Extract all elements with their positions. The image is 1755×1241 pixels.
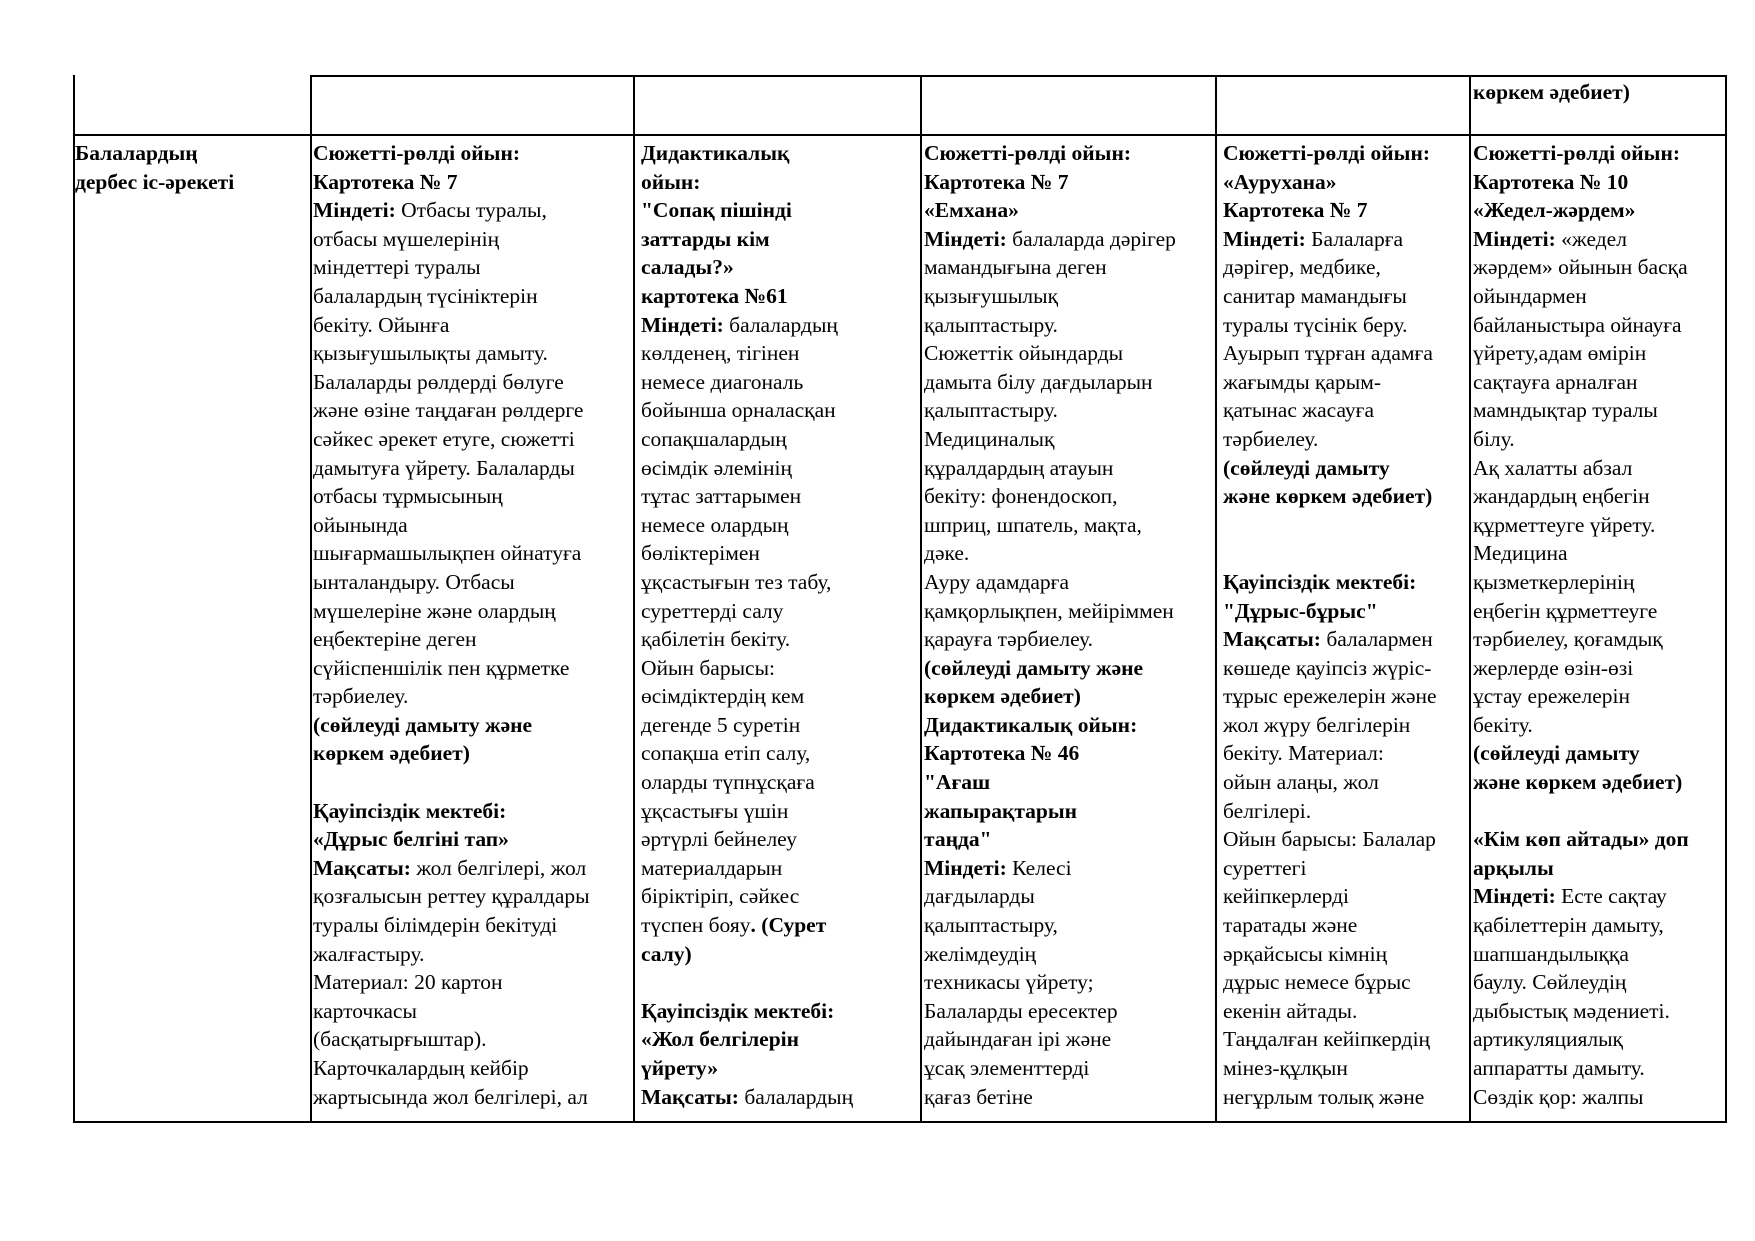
text-line: таңда" — [924, 827, 992, 852]
text-line: Сюжеттік ойындарды — [924, 341, 1124, 366]
text-line: ойын алаңы, жол — [1223, 770, 1379, 795]
text-line: Медициналық — [924, 426, 1055, 451]
text-line: Дидактикалық — [641, 141, 790, 165]
text-line: Ойын барысы: — [641, 655, 775, 680]
activity-column-4 — [1223, 139, 1467, 1119]
text-line: ынталандыру. Отбасы — [313, 569, 515, 594]
text-line: Мақсаты: жол белгілері, жол — [313, 855, 587, 880]
top-row-col6-text: көркем әдебиет) — [1473, 80, 1630, 104]
text-line: негұрлым толық және — [1223, 1084, 1425, 1109]
text-line: материалдарын — [641, 855, 783, 880]
text-line: Сюжетті-рөлді ойын: — [924, 141, 1131, 165]
text-line: Таңдалған кейіпкердің — [1223, 1027, 1431, 1052]
text-line: Міндеті: «жедел — [1473, 226, 1627, 251]
text-line: қамқорлықпен, мейіріммен — [924, 598, 1174, 623]
text-line: Міндеті: Есте сақтау — [1473, 884, 1667, 909]
text-line: дәрігер, медбике, — [1223, 255, 1381, 280]
text-line: желімдеудің — [924, 941, 1037, 966]
text-line: бойынша орналасқан — [641, 398, 836, 423]
text-line: немесе олардың — [641, 512, 789, 537]
text-line: өсімдік әлемінің — [641, 455, 792, 480]
text-line — [1223, 539, 1467, 568]
text-line: Сюжетті-рөлді ойын: — [313, 141, 520, 165]
text-line: Карточкалардың кейбір — [313, 1056, 529, 1080]
text-line: (сөйлеуді дамыту — [1223, 455, 1390, 480]
text-line: және көркем әдебиет) — [1223, 484, 1433, 509]
text-line: қозғалысын реттеу құралдары — [313, 884, 590, 909]
text-line: бекіту. Ойынға — [313, 312, 450, 337]
text-line: "Ағаш — [924, 770, 991, 795]
table-border-bottom — [73, 1121, 1727, 1123]
text-line: бекіту. — [1473, 712, 1533, 737]
text-line: Міндеті: балалардың — [641, 312, 838, 337]
text-line: дамытуға үйрету. Балаларды — [313, 455, 575, 480]
text-line: қарауға тәрбиелеу. — [924, 627, 1094, 652]
text-line: жартысында жол белгілері, ал — [313, 1084, 588, 1109]
text-line: "Сопақ пішінді — [641, 198, 792, 223]
text-line: Қауіпсіздік мектебі: — [313, 798, 507, 823]
text-line: дәке. — [924, 541, 970, 566]
text-line: Балаларды рөлдерді бөлуге — [313, 369, 564, 394]
text-line: көркем әдебиет) — [924, 684, 1081, 709]
text-line: Ойын барысы: Балалар — [1223, 827, 1436, 852]
text-line: Қауіпсіздік мектебі: — [1223, 569, 1417, 594]
text-line: «Кім көп айтады» доп — [1473, 827, 1689, 852]
text-line: Картотека № 10 — [1473, 169, 1629, 194]
text-line: суреттерді салу — [641, 598, 784, 623]
text-line: суреттегі — [1223, 855, 1307, 880]
text-line: дыбыстық мәдениеті. — [1473, 998, 1670, 1023]
text-line: Ауырып тұрған адамға — [1223, 341, 1433, 366]
text-line: картотека №61 — [641, 283, 788, 308]
text-line: карточкасы — [313, 998, 417, 1023]
text-line: мүшелеріне және олардың — [313, 598, 556, 623]
text-line: балалардың түсініктерін — [313, 283, 538, 308]
row-label — [75, 139, 307, 196]
row-label-line: дербес іс-әрекеті — [75, 169, 235, 194]
text-line: Дидактикалық ойын: — [924, 712, 1138, 737]
text-line: тұрыс ережелерін және — [1223, 684, 1437, 709]
text-line: Ауру адамдарға — [924, 569, 1070, 594]
text-line: сопақшалардың — [641, 426, 787, 451]
text-line: еңбектеріне деген — [313, 627, 477, 652]
text-line: қызметкерлерінің — [1473, 569, 1635, 594]
text-line: кейіпкерлерді — [1223, 884, 1350, 909]
text-line: жағымды қарым- — [1223, 369, 1381, 394]
table-border-col2 — [633, 75, 635, 1122]
text-line: (сөйлеуді дамыту және — [924, 655, 1144, 680]
text-line: шапшандылыққа — [1473, 941, 1629, 966]
text-line: Сюжетті-рөлді ойын: — [1223, 141, 1430, 165]
text-line: жәрдем» ойынын басқа — [1473, 255, 1688, 280]
text-line: ойынында — [313, 512, 408, 537]
text-line: тұтас заттарымен — [641, 484, 802, 509]
text-line: арқылы — [1473, 855, 1554, 880]
text-line: Медицина — [1473, 541, 1568, 566]
text-line: белгілері. — [1223, 798, 1312, 823]
text-line: (басқатырғыштар). — [313, 1027, 487, 1052]
text-line: мінез-құлқын — [1223, 1056, 1348, 1080]
text-line: түспен бояу. (Сурет — [641, 913, 827, 938]
text-line: сүйіспеншілік пен құрметке — [313, 655, 570, 680]
text-line: әрқайсысы кімнің — [1223, 941, 1388, 966]
text-line: Міндеті: балаларда дәрігер — [924, 226, 1176, 251]
text-line: отбасы тұрмысының — [313, 484, 503, 509]
text-line: Балаларды ересектер — [924, 998, 1118, 1023]
text-line: баулу. Сөйлеудің — [1473, 970, 1627, 995]
text-line: байланыстыра ойнауға — [1473, 312, 1682, 337]
text-line: жалғастыру. — [313, 941, 425, 966]
text-line: әртүрлі бейнелеу — [641, 827, 797, 852]
text-line: еңбегін құрметтеуге — [1473, 598, 1658, 623]
text-line: (сөйлеуді дамыту — [1473, 741, 1640, 766]
text-line: Міндеті: Отбасы туралы, — [313, 198, 547, 223]
table-border-top-partial — [310, 75, 1727, 77]
text-line: көлденең, тігінен — [641, 341, 800, 366]
text-line: Міндеті: Балаларға — [1223, 226, 1404, 251]
text-line: ұсақ элементтерді — [924, 1056, 1090, 1080]
text-line: дағдыларды — [924, 884, 1035, 909]
text-line: қалыптастыру. — [924, 398, 1058, 423]
table-border-left — [73, 75, 75, 1122]
text-line: сопақша етіп салу, — [641, 741, 811, 766]
text-line: «Дұрыс белгіні тап» — [313, 827, 509, 852]
text-line: «Емхана» — [924, 198, 1019, 223]
text-line: және көркем әдебиет) — [1473, 770, 1683, 795]
text-line: дамыта білу дағдыларын — [924, 369, 1153, 394]
text-line: қызығушылықты дамыту. — [313, 341, 548, 366]
text-line: Қауіпсіздік мектебі: — [641, 998, 835, 1023]
text-line: тәрбиелеу. — [1223, 426, 1319, 451]
text-line: қағаз бетіне — [924, 1084, 1033, 1109]
table-border-col1 — [310, 75, 312, 1122]
text-line: санитар мамандығы — [1223, 283, 1407, 308]
text-line: ойын: — [641, 169, 701, 194]
row-label-line: Балалардың — [75, 141, 198, 165]
text-line — [1473, 797, 1725, 826]
text-line: ұстау ережелерін — [1473, 684, 1630, 709]
text-line: үйрету» — [641, 1056, 718, 1080]
text-line: мамндықтар туралы — [1473, 398, 1658, 423]
text-line: тәрбиелеу. — [313, 684, 409, 709]
text-line: туралы түсінік беру. — [1223, 312, 1408, 337]
table-border-row-divider — [73, 134, 1727, 136]
text-line: ұқсастығын тез табу, — [641, 569, 832, 594]
text-line: қалыптастыру, — [924, 913, 1058, 938]
text-line: үйрету,адам өмірін — [1473, 341, 1647, 366]
text-line: Картотека № 7 — [313, 169, 458, 194]
text-line: аппаратты дамыту. — [1473, 1056, 1645, 1080]
text-line: немесе диагональ — [641, 369, 804, 394]
text-line: дайындаған ірі және — [924, 1027, 1112, 1052]
text-line: таратады және — [1223, 913, 1358, 938]
text-line: отбасы мүшелерінің — [313, 226, 500, 251]
text-line: заттарды кім — [641, 226, 770, 251]
text-line: жол жүру белгілерін — [1223, 712, 1411, 737]
text-line: (сөйлеуді дамыту және — [313, 712, 533, 737]
text-line: Картотека № 7 — [924, 169, 1069, 194]
activity-column-1 — [313, 139, 631, 1119]
text-line: шприц, шпатель, мақта, — [924, 512, 1142, 537]
text-line: салу) — [641, 941, 692, 966]
text-line: өсімдіктердің кем — [641, 684, 805, 709]
text-line: тәрбиелеу, қоғамдық — [1473, 627, 1663, 652]
table-border-col5 — [1469, 75, 1471, 1122]
text-line: құралдардың атауын — [924, 455, 1114, 480]
text-line — [641, 968, 918, 997]
text-line: бекіту: фонендоскоп, — [924, 484, 1118, 509]
text-line: шығармашылықпен ойнатуға — [313, 541, 582, 566]
text-line: екенін айтады. — [1223, 998, 1358, 1023]
text-line: қабілеттерін дамыту, — [1473, 913, 1664, 938]
text-line: мамандығына деген — [924, 255, 1107, 280]
text-line: сақтауға арналған — [1473, 369, 1638, 394]
text-line: «Жол белгілерін — [641, 1027, 800, 1052]
text-line: "Дұрыс-бұрыс" — [1223, 598, 1378, 623]
text-line — [313, 768, 631, 797]
text-line: ойындармен — [1473, 283, 1587, 308]
text-line: оларды түпнұсқаға — [641, 770, 815, 795]
text-line: ұқсастығы үшін — [641, 798, 789, 823]
text-line: Мақсаты: балалардың — [641, 1084, 854, 1109]
text-line: артикуляциялық — [1473, 1027, 1623, 1052]
text-line: Картотека № 46 — [924, 741, 1080, 766]
text-line — [1223, 511, 1467, 540]
text-line: туралы білімдерін бекітуді — [313, 913, 558, 938]
text-line: қабілетін бекіту. — [641, 627, 791, 652]
text-line: көшеде қауіпсіз жүріс- — [1223, 655, 1432, 680]
text-line: Мақсаты: балалармен — [1223, 627, 1433, 652]
text-line: жандардың еңбегін — [1473, 484, 1650, 509]
text-line: жерлерде өзін-өзі — [1473, 655, 1634, 680]
text-line: дұрыс немесе бұрыс — [1223, 970, 1411, 995]
text-line: салады?» — [641, 255, 734, 280]
text-line: Картотека № 7 — [1223, 198, 1368, 223]
activity-column-3 — [924, 139, 1218, 1119]
text-line: қалыптастыру. — [924, 312, 1058, 337]
text-line: «Аурухана» — [1223, 169, 1337, 194]
table-border-col3 — [920, 75, 922, 1122]
text-line: Материал: 20 картон — [313, 970, 503, 995]
text-line: «Жедел-жәрдем» — [1473, 198, 1636, 223]
text-line: бекіту. Материал: — [1223, 741, 1384, 766]
text-line: бөліктерімен — [641, 541, 760, 566]
text-line: біріктіріп, сәйкес — [641, 884, 800, 909]
activity-column-5 — [1473, 139, 1725, 1119]
text-line: жапырақтарын — [924, 798, 1078, 823]
text-line: міндеттері туралы — [313, 255, 481, 280]
text-line: қызығушылық — [924, 283, 1059, 308]
text-line: және өзіне таңдаған рөлдерге — [313, 398, 584, 423]
text-line: сәйкес әрекет етуге, сюжетті — [313, 426, 575, 451]
text-line: қатынас жасауға — [1223, 398, 1375, 423]
text-line: құрметтеуге үйрету. — [1473, 512, 1656, 537]
text-line: Ақ халатты абзал — [1473, 455, 1633, 480]
text-line: білу. — [1473, 426, 1515, 451]
text-line: Сюжетті-рөлді ойын: — [1473, 141, 1680, 165]
text-line: көркем әдебиет) — [313, 741, 470, 766]
text-line: Міндеті: Келесі — [924, 855, 1072, 880]
text-line: дегенде 5 суретін — [641, 712, 801, 737]
table-border-right — [1725, 75, 1727, 1122]
text-line: техникасы үйрету; — [924, 970, 1094, 995]
activity-column-2 — [641, 139, 918, 1119]
text-line: Сөздік қор: жалпы — [1473, 1084, 1644, 1109]
